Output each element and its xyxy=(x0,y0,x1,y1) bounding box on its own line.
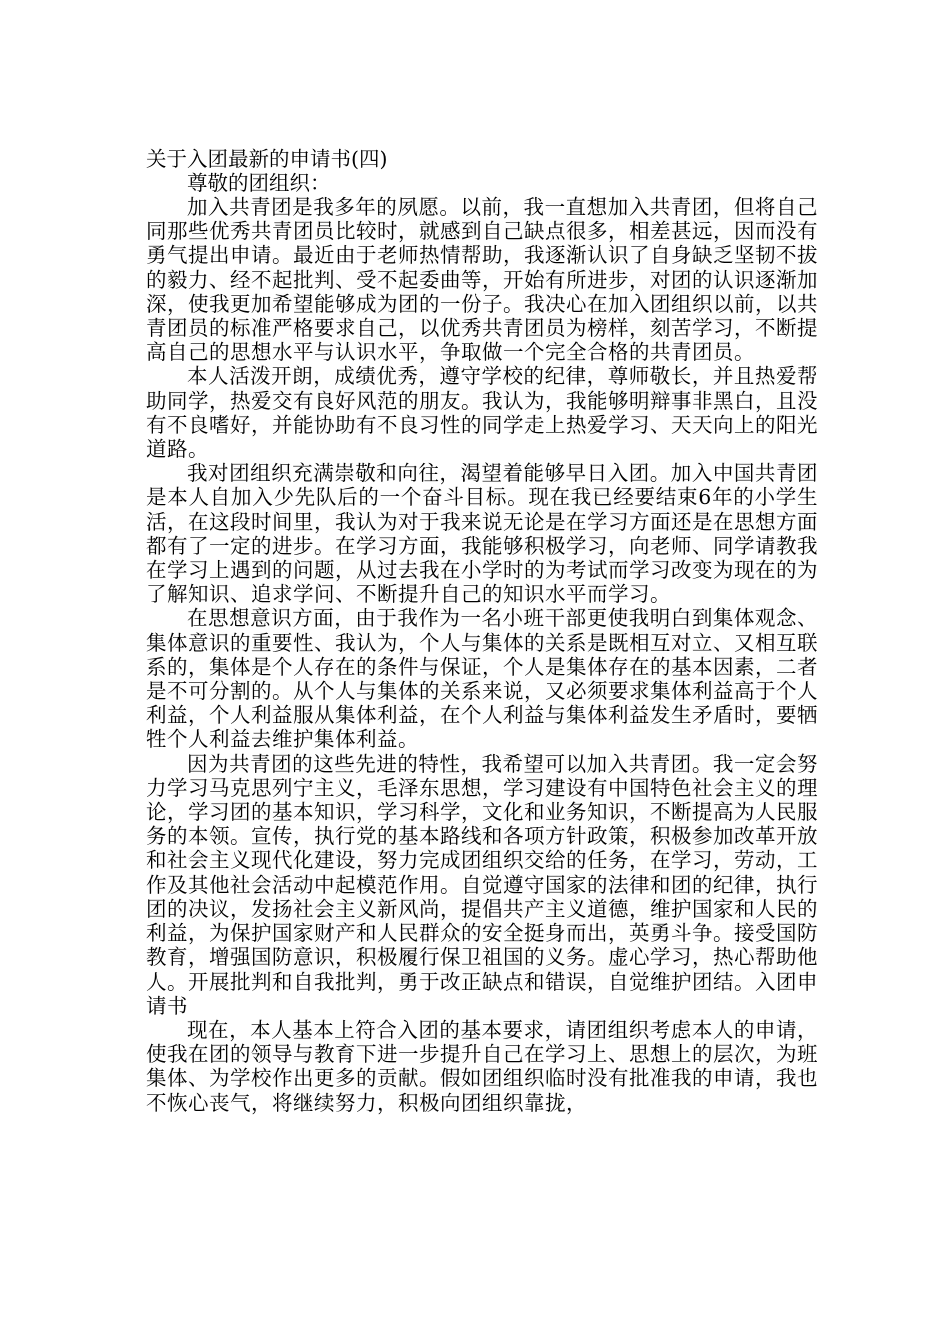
paragraph-6: 现在，本人基本上符合入团的基本要求，请团组织考虑本人的申请，使我在团的领导与教育下进一步提升自己在学习上、思想上的层次，为班集体、为学校作出更多的贡献。假如团组织临时没有批准我的申请，我也不恢心丧气，将继续努力，积极向团组织靠拢， xyxy=(146,1017,818,1115)
document-title: 关于入团最新的申请书(四) xyxy=(146,147,388,171)
salutation: 尊敬的团组织： xyxy=(187,171,331,195)
paragraph-5: 因为共青团的这些先进的特性，我希望可以加入共青团。我一定会努力学习马克思列宁主义，毛泽东思想，学习建设有中国特色社会主义的理论，学习团的基本知识，学习科学，文化和业务知识，不断提高为人民服务的本领。宣传，执行党的基本路线和各项方针政策，积极参加改革开放和社会主义现代化建设，努力完成团组织交给的任务，在学习，劳动，工作及其他社会活动中起模范作用。自觉遵守国家的法律和团的纪律，执行团的决议，发扬社会主义新风尚，提倡共产主义道德，维护国家和人民的利益，为保护国家财产和人民群众的安全挺身而出，英勇斗争。接受国防教育，增强国防意识，积极履行保卫祖国的义务。虚心学习，热心帮助他人。开展批判和自我批判，勇于改正缺点和错误，自觉维护团结。入团申请书 xyxy=(146,751,818,1018)
paragraph-1: 加入共青团是我多年的夙愿。以前，我一直想加入共青团，但将自己同那些优秀共青团员比较时，就感到自己缺点很多，相差甚远，因而没有勇气提出申请。最近由于老师热情帮助，我逐渐认识了自身缺乏坚韧不拔的毅力、经不起批判、受不起委曲等，开始有所进步，对团的认识逐渐加深，使我更加希望能够成为团的一份子。我决心在加入团组织以前，以共青团员的标准严格要求自己，以优秀共青团员为榜样，刻苦学习，不断提高自己的思想水平与认识水平，争取做一个完全合格的共青团员。 xyxy=(146,195,818,365)
paragraph-3: 我对团组织充满崇敬和向往，渴望着能够早日入团。加入中国共青团是本人自加入少先队后的一个奋斗目标。现在我已经要结束6年的小学生活，在这段时间里，我认为对于我来说无论是在学习方面还是在思想方面都有了一定的进步。在学习方面，我能够积极学习，向老师、同学请教我在学习上遇到的问题，从过去我在小学时的为考试而学习改变为现在的为了解知识、追求学问、不断提升自己的知识水平而学习。 xyxy=(146,461,818,607)
paragraph-2: 本人活泼开朗，成绩优秀，遵守学校的纪律，尊师敬长，并且热爱帮助同学，热爱交有良好风范的朋友。我认为，我能够明辩事非黑白，且没有不良嗜好，并能协助有不良习性的同学走上热爱学习、天天向上的阳光道路。 xyxy=(146,364,818,462)
paragraph-4: 在思想意识方面，由于我作为一名小班干部更使我明白到集体观念、集体意识的重要性、我认为，个人与集体的关系是既相互对立、又相互联系的，集体是个人存在的条件与保证，个人是集体存在的基本因素，二者是不可分割的。从个人与集体的关系来说，又必须要求集体利益高于个人利益，个人利益服从集体利益，在个人利益与集体利益发生矛盾时，要牺牲个人利益去维护集体利益。 xyxy=(146,606,818,752)
document-page xyxy=(146,147,818,1115)
